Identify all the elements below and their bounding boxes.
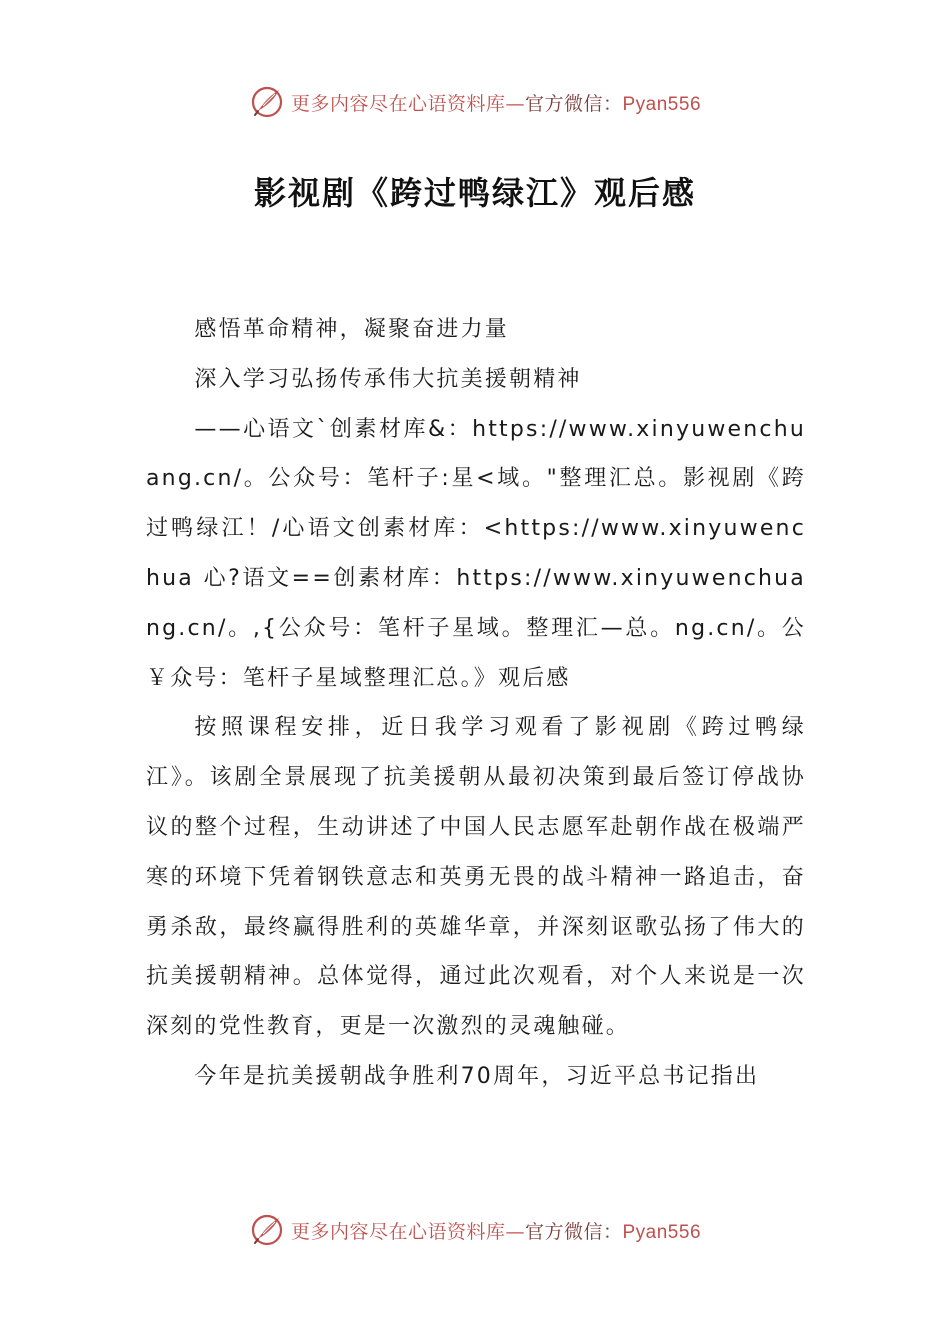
footer-banner-text	[291, 1217, 701, 1244]
footer-banner-wechat: 官方微信：	[524, 1220, 623, 1243]
paragraph-theme: 深入学习弘扬传承伟大抗美援朝精神	[194, 366, 582, 392]
footer-banner-main: 更多内容尽在心语资料库	[290, 1220, 506, 1243]
header-banner-sep: —	[505, 92, 525, 115]
header-banner-id: Pyan556	[622, 93, 702, 115]
paragraph-source: ——心语文`创素材库&：https://www.xinyuwenchuang.cn/。公众号：笔杆子:星<域。"整理汇总。影视剧《跨过鸭绿江！/心语文创素材库：<https://www.xinyuwenchua 心?语文==创素材库：https://www.xinyuwenchuang.cn/。,{公众号：笔杆子星域。整理汇—总。ng.cn/。公￥众号：笔杆子星域整理汇总。》观后感	[146, 416, 806, 691]
header-banner-main: 更多内容尽在心语资料库	[290, 92, 506, 115]
quill-pen-logo-icon	[249, 1212, 285, 1248]
footer-banner-sep: —	[505, 1220, 525, 1243]
quill-pen-logo-icon	[249, 84, 285, 120]
header-banner	[0, 80, 950, 124]
document-body	[146, 305, 806, 1102]
paragraph-main: 按照课程安排，近日我学习观看了影视剧《跨过鸭绿江》。该剧全景展现了抗美援朝从最初决策到最后签订停战协议的整个过程，生动讲述了中国人民志愿军赴朝作战在极端严寒的环境下凭着钢铁意志和英勇无畏的战斗精神一路追击，奋勇杀敌，最终赢得胜利的英雄华章，并深刻讴歌弘扬了伟大的抗美援朝精神。总体觉得，通过此次观看，对个人来说是一次深刻的党性教育，更是一次激烈的灵魂触碰。	[146, 715, 806, 1040]
paragraph-continued: 今年是抗美援朝战争胜利70周年，习近平总书记指出	[194, 1063, 760, 1089]
header-banner-text	[291, 89, 701, 116]
header-banner-wechat: 官方微信：	[524, 92, 623, 115]
paragraph-subtitle: 感悟革命精神，凝聚奋进力量	[194, 317, 509, 342]
footer-banner	[0, 1208, 950, 1252]
document-title: 影视剧《跨过鸭绿江》观后感	[253, 174, 696, 212]
footer-banner-id: Pyan556	[622, 1221, 702, 1243]
